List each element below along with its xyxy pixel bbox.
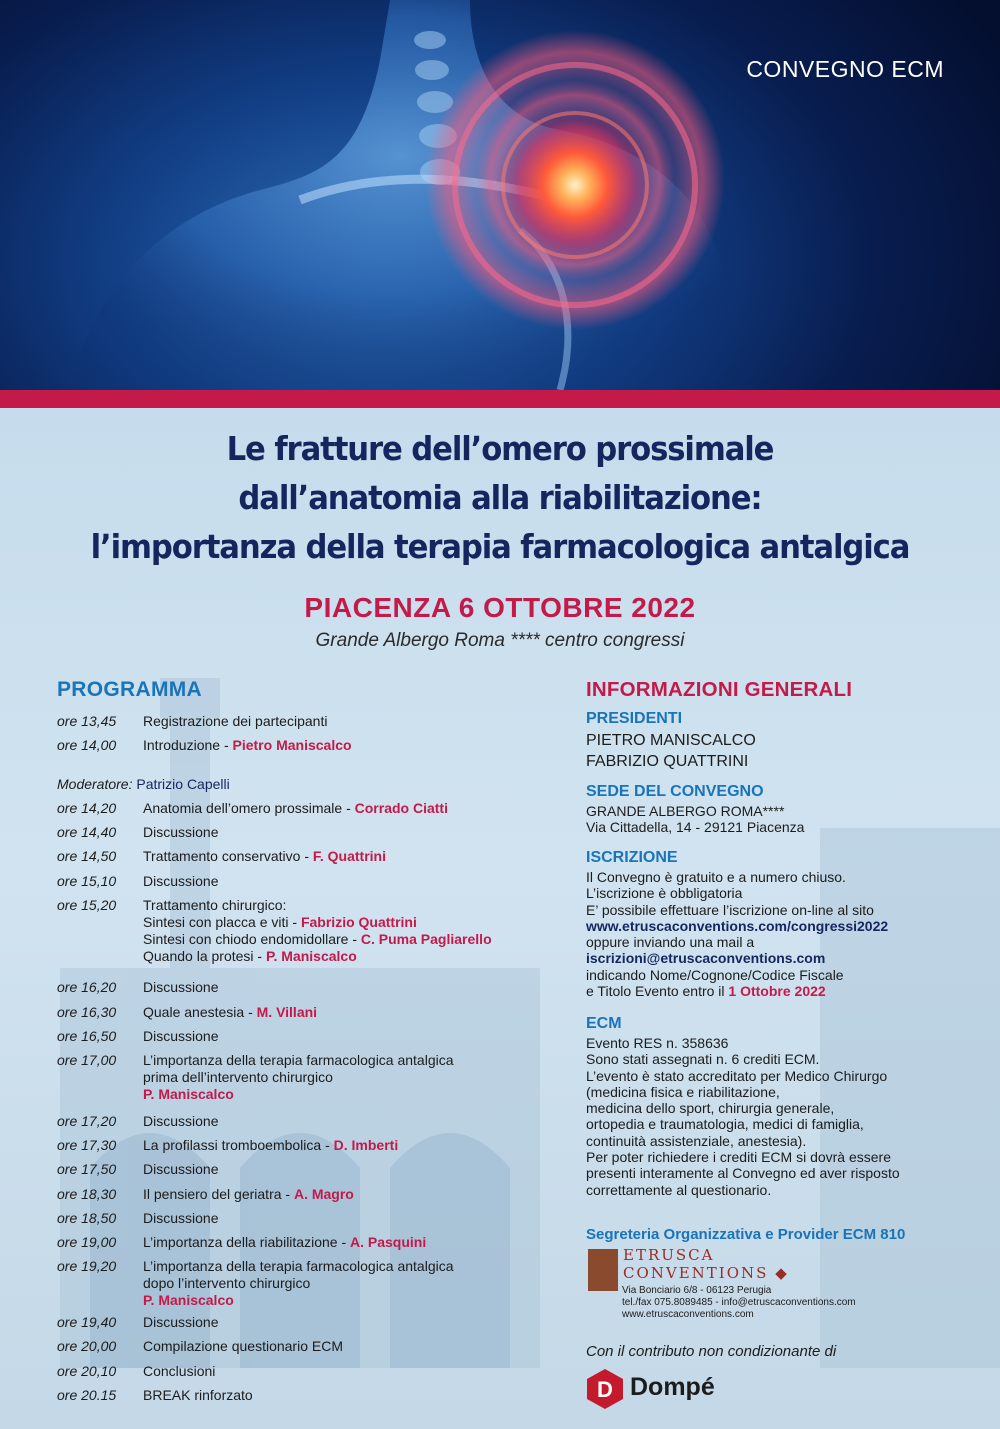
president-name: FABRIZIO QUATTRINI — [586, 753, 749, 770]
program-speaker: M. Villani — [256, 1004, 318, 1020]
program-time: ore 17,50 — [57, 1161, 117, 1177]
program-text: BREAK rinforzato — [143, 1387, 253, 1403]
program-text: Compilazione questionario ECM — [143, 1338, 343, 1354]
iscrizione-heading: ISCRIZIONE — [586, 849, 678, 866]
program-time: ore 17,00 — [57, 1052, 117, 1068]
iscrizione-line: L’iscrizione è obbligatoria — [586, 885, 743, 902]
program-speaker: P. Maniscalco — [143, 1086, 234, 1102]
divider-band — [0, 390, 1000, 408]
ecm-line: correttamente al questionario. — [586, 1181, 772, 1198]
program-text: La profilassi tromboembolica - — [143, 1137, 334, 1153]
program-time: ore 14,50 — [57, 848, 117, 864]
program-time: ore 14,20 — [57, 800, 117, 816]
event-date: PIACENZA 6 OTTOBRE 2022 — [304, 592, 696, 623]
program-time: ore 16,50 — [57, 1028, 117, 1044]
program-time: ore 17,30 — [57, 1137, 117, 1153]
sede-block — [586, 803, 966, 836]
iscrizione-block — [586, 869, 966, 999]
event-type-tag: CONVEGNO ECM — [746, 56, 944, 82]
program-text: Discussione — [143, 1161, 219, 1177]
program-speaker: F. Quattrini — [312, 848, 387, 864]
title-line-2: dall’anatomia alla riabilitazione: — [238, 478, 762, 517]
sede-heading: SEDE DEL CONVEGNO — [586, 783, 764, 800]
ecm-heading: ECM — [586, 1015, 622, 1032]
program-time: ore 15,20 — [57, 897, 117, 913]
program-text: Discussione — [143, 824, 219, 840]
program-speaker: D. Imberti — [333, 1137, 399, 1153]
program-time: ore 20,10 — [57, 1363, 117, 1379]
sponsor-name: Dompé — [630, 1373, 715, 1401]
event-title — [0, 424, 1000, 571]
moderator — [57, 776, 230, 792]
program-text: Discussione — [143, 1113, 219, 1129]
presidenti-heading: PRESIDENTI — [586, 710, 683, 727]
program-time: ore 19,20 — [57, 1258, 117, 1274]
program-text: Registrazione dei partecipanti — [143, 713, 328, 729]
moderator-name: Patrizio Capelli — [136, 776, 230, 792]
moderator-label: Moderatore: — [57, 776, 133, 792]
iscrizione-line: Il Convegno è gratuito e a numero chiuso. — [586, 869, 846, 885]
program-text: Il pensiero del geriatra - — [143, 1186, 294, 1202]
program-text: Trattamento conservativo - — [143, 848, 313, 864]
program-time: ore 20,00 — [57, 1338, 117, 1354]
program-subtext: Quando la protesi - — [143, 948, 266, 964]
sede-address: Via Cittadella, 14 - 29121 Piacenza — [586, 819, 805, 836]
info-heading: INFORMAZIONI GENERALI — [586, 678, 853, 701]
sede-name: GRANDE ALBERGO ROMA**** — [586, 803, 785, 819]
program-text: Introduzione - — [143, 737, 233, 753]
sponsor-label: Con il contributo non condizionante di — [586, 1343, 837, 1360]
program-speaker: P. Maniscalco — [143, 1292, 234, 1308]
etrusca-brand-line-2: CONVENTIONS ◆ — [623, 1264, 789, 1282]
program-time: ore 14,00 — [57, 737, 117, 753]
segreteria-heading: Segreteria Organizzativa e Provider ECM 810 — [586, 1226, 906, 1243]
ecm-line: (medicina fisica e riabilitazione, — [586, 1083, 780, 1100]
iscrizione-line: indicando Nome/Cognone/Codice Fiscale — [586, 966, 844, 983]
ecm-line: Sono stati assegnati n. 6 crediti ECM. — [586, 1051, 820, 1068]
registration-deadline: 1 Ottobre 2022 — [728, 983, 826, 1000]
registration-email-link[interactable]: iscrizioni@etruscaconventions.com — [586, 950, 826, 967]
ecm-line: Per poter richiedere i crediti ECM si dovrà essere — [586, 1149, 892, 1166]
poster-body — [0, 408, 1000, 1429]
program-text: Anatomia dell’omero prossimale - — [143, 800, 355, 816]
dompe-logo-letter: D — [597, 1377, 613, 1402]
program-time: ore 19,00 — [57, 1234, 117, 1250]
program-time: ore 16,30 — [57, 1004, 117, 1020]
website-link[interactable]: www.etruscaconventions.com — [622, 1309, 754, 1320]
ecm-block — [586, 1035, 966, 1198]
segreteria-address — [622, 1285, 856, 1321]
presidenti-names — [586, 730, 966, 772]
hero-image — [0, 0, 1000, 390]
program-subtext: Sintesi con placca e viti - — [143, 914, 301, 930]
program-time: ore 16,20 — [57, 979, 117, 995]
program-speaker: C. Puma Pagliarello — [360, 931, 492, 947]
program-text: L’importanza della riabilitazione - — [143, 1234, 350, 1250]
program-text: Trattamento chirurgico: — [143, 897, 287, 913]
program-text: Conclusioni — [143, 1363, 216, 1379]
address-line: tel./fax 075.8089485 - info@etruscaconventions.com — [622, 1297, 856, 1308]
program-text: L’importanza della terapia farmacologica antalgica — [143, 1052, 454, 1068]
program-text: L’importanza della terapia farmacologica antalgica — [143, 1258, 454, 1274]
program-speaker: P. Maniscalco — [265, 948, 357, 964]
ecm-line: ortopedia e traumatologia, medici di famiglia, — [586, 1116, 864, 1133]
program-subtext: Sintesi con chiodo endomidollare - — [143, 931, 361, 947]
program-time: ore 17,20 — [57, 1113, 117, 1129]
iscrizione-line: E’ possibile effettuare l’iscrizione on-line al sito — [586, 901, 874, 918]
ecm-line: continuità assistenziale, anestesia). — [586, 1132, 807, 1149]
ecm-line: medicina dello sport, chirurgia generale, — [586, 1100, 835, 1117]
program-text: Discussione — [143, 979, 219, 995]
ecm-line: presenti interamente al Convegno ed aver risposto — [586, 1165, 900, 1182]
program-time: ore 20.15 — [57, 1387, 117, 1403]
registration-link[interactable]: www.etruscaconventions.com/congressi2022 — [586, 917, 889, 934]
program-speaker: Corrado Ciatti — [354, 800, 448, 816]
address-line: Via Bonciario 6/8 - 06123 Perugia — [622, 1285, 772, 1296]
program-time: ore 18,30 — [57, 1186, 117, 1202]
program-text: Discussione — [143, 1028, 219, 1044]
program-speaker: Pietro Maniscalco — [232, 737, 352, 753]
program-speaker: A. Magro — [293, 1186, 354, 1202]
ecm-line: L’evento è stato accreditato per Medico Chirurgo — [586, 1067, 888, 1084]
program-text-line2: dopo l’intervento chirurgico — [143, 1275, 311, 1291]
president-name: PIETRO MANISCALCO — [586, 732, 756, 749]
title-line-3: l’importanza della terapia farmacologica antalgica — [90, 527, 910, 566]
program-text: Discussione — [143, 1314, 219, 1330]
program-time: ore 13,45 — [57, 713, 117, 729]
program-time: ore 15,10 — [57, 873, 117, 889]
program-time: ore 14,40 — [57, 824, 117, 840]
etrusca-logo-icon — [588, 1249, 618, 1291]
event-venue: Grande Albergo Roma **** centro congressi — [315, 630, 685, 651]
iscrizione-line: oppure inviando una mail a — [586, 934, 755, 951]
program-text-line2: prima dell’intervento chirurgico — [143, 1069, 333, 1085]
program-speaker: A. Pasquini — [350, 1234, 427, 1250]
etrusca-brand-line-1: ETRUSCA — [623, 1246, 715, 1264]
dompe-logo-icon — [586, 1368, 624, 1410]
program-time: ore 19,40 — [57, 1314, 117, 1330]
iscrizione-line: e Titolo Evento entro il — [586, 983, 729, 1000]
program-heading: PROGRAMMA — [57, 678, 203, 701]
program-text: Quale anestesia - — [143, 1004, 257, 1020]
program-text: Discussione — [143, 873, 219, 889]
program-time: ore 18,50 — [57, 1210, 117, 1226]
program-text: Discussione — [143, 1210, 219, 1226]
title-line-1: Le fratture dell’omero prossimale — [226, 429, 774, 468]
program-speaker: Fabrizio Quattrini — [300, 914, 417, 930]
ecm-line: Evento RES n. 358636 — [586, 1035, 729, 1051]
